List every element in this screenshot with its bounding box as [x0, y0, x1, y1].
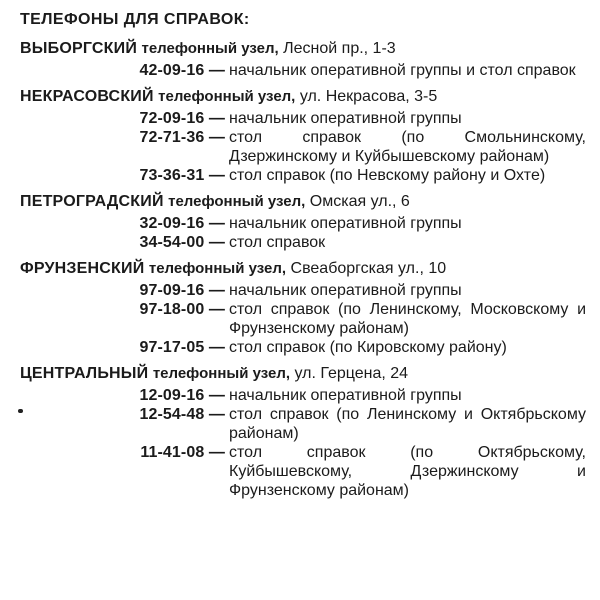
node-name: НЕКРАСОВСКИЙ	[20, 88, 154, 105]
dash-separator: —	[204, 110, 225, 127]
phone-description: начальник оперативной группы	[229, 215, 462, 232]
phone-number	[112, 300, 225, 319]
phone-entry	[112, 386, 586, 405]
node-header	[20, 364, 586, 386]
node-type: телефонный узел,	[158, 88, 296, 105]
dash-separator: —	[204, 387, 225, 404]
node-name: ФРУНЗЕНСКИЙ	[20, 260, 145, 277]
node-address: Омская ул., 6	[309, 193, 410, 210]
dash-separator: —	[204, 282, 225, 299]
node-name: ПЕТРОГРАДСКИЙ	[20, 193, 164, 210]
phone-digits: 97-17-05	[139, 339, 205, 356]
dash-separator: —	[204, 167, 225, 184]
dash-separator: —	[204, 406, 225, 423]
phone-description: стол справок	[229, 234, 326, 251]
phone-entry	[112, 338, 586, 357]
phone-description: начальник оперативной группы и стол справок	[229, 62, 576, 79]
node-address: Лесной пр., 1-3	[283, 40, 396, 57]
print-speck	[18, 409, 23, 413]
node-header	[20, 192, 586, 214]
phone-entry	[112, 109, 586, 128]
phone-digits: 97-18-00	[139, 301, 205, 318]
node-type: телефонный узел,	[148, 260, 287, 277]
node-name: ВЫБОРГСКИЙ	[20, 40, 138, 57]
phone-number	[112, 61, 225, 80]
dash-separator: —	[204, 129, 225, 146]
phone-entry	[112, 443, 586, 500]
phone-description: стол справок (по Ленинскому, Московскому и Фрунзенскому районам)	[229, 301, 586, 337]
phone-entry	[112, 405, 586, 443]
exchange-node	[20, 192, 586, 252]
phone-digits: 72-71-36	[139, 129, 205, 146]
phone-description: начальник оперативной группы	[229, 282, 462, 299]
phone-number	[112, 109, 225, 128]
phone-entry	[112, 300, 586, 338]
phone-number	[112, 443, 225, 462]
phone-description: стол справок (по Октябрьскому, Куйбышевскому, Дзержинскому и Фрунзенскому районам)	[229, 444, 586, 499]
node-address: ул. Герцена, 24	[294, 365, 409, 382]
phone-number	[112, 214, 225, 233]
node-type: телефонный узел,	[168, 193, 306, 210]
phone-description: начальник оперативной группы	[229, 110, 462, 127]
dash-separator: —	[204, 444, 225, 461]
phone-entry	[112, 233, 586, 252]
node-address: ул. Некрасова, 3-5	[299, 88, 438, 105]
node-type: телефонный узел,	[152, 365, 291, 382]
phone-digits: 11-41-08	[140, 444, 205, 461]
phone-entry	[112, 128, 586, 166]
phone-number	[112, 386, 225, 405]
phone-entry	[112, 166, 586, 185]
node-name: ЦЕНТРАЛЬНЫЙ	[20, 365, 149, 382]
node-type: телефонный узел,	[141, 40, 279, 57]
phone-digits: 12-54-48	[139, 406, 205, 423]
dash-separator: —	[204, 234, 225, 251]
node-header	[20, 259, 586, 281]
phone-digits: 73-36-31	[139, 167, 205, 184]
dash-separator: —	[204, 215, 225, 232]
phone-entry	[112, 281, 586, 300]
dash-separator: —	[204, 301, 225, 318]
phone-digits: 72-09-16	[139, 110, 205, 127]
dash-separator: —	[204, 62, 225, 79]
phone-number	[112, 128, 225, 147]
exchange-node	[20, 87, 586, 185]
phone-description: начальник оперативной группы	[229, 387, 462, 404]
exchange-node	[20, 39, 586, 80]
phone-entry	[112, 61, 586, 80]
phone-description: стол справок (по Невскому району и Охте)	[229, 167, 546, 184]
phone-digits: 34-54-00	[139, 234, 205, 251]
phone-digits: 32-09-16	[139, 215, 205, 232]
node-list	[20, 39, 586, 500]
page-title: ТЕЛЕФОНЫ ДЛЯ СПРАВОК:	[20, 11, 250, 28]
phone-digits: 97-09-16	[139, 282, 205, 299]
phone-entry	[112, 214, 586, 233]
phone-number	[112, 233, 225, 252]
exchange-node	[20, 364, 586, 500]
phone-number	[112, 166, 225, 185]
phone-digits: 42-09-16	[139, 62, 205, 79]
phone-number	[112, 405, 225, 424]
node-header	[20, 39, 586, 61]
phone-number	[112, 338, 225, 357]
phone-digits: 12-09-16	[139, 387, 205, 404]
phone-description: стол справок (по Смольнинскому, Дзержинскому и Куйбышевскому районам)	[229, 129, 586, 165]
node-address: Свеаборгская ул., 10	[290, 260, 447, 277]
phone-description: стол справок (по Кировскому району)	[229, 339, 507, 356]
phone-description: стол справок (по Ленинскому и Октябрьскому районам)	[229, 406, 586, 442]
dash-separator: —	[204, 339, 225, 356]
phone-number	[112, 281, 225, 300]
node-header	[20, 87, 586, 109]
exchange-node	[20, 259, 586, 357]
